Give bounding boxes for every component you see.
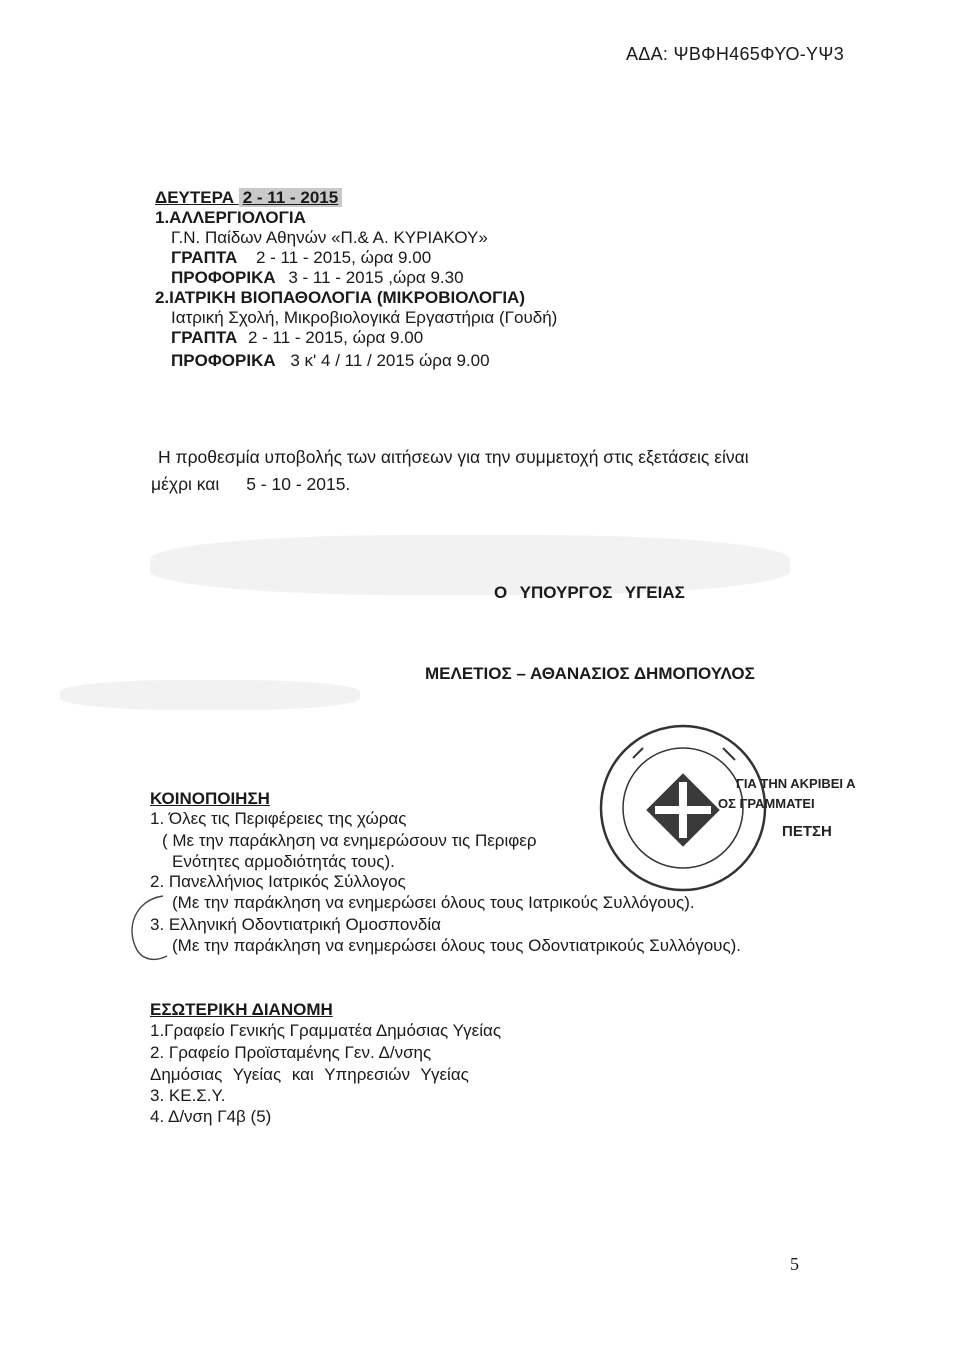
internal-item2-line2: Δημόσιας Υγείας και Υπηρεσιών Υγείας bbox=[150, 1065, 469, 1084]
item2-place: Ιατρική Σχολή, Μικροβιολογικά Εργαστήρια (Γουδή) bbox=[171, 308, 558, 327]
date-heading-date: 2 - 11 - 2015 bbox=[239, 188, 342, 207]
distribution-heading: ΚΟΙΝΟΠΟΙΗΣΗ bbox=[150, 789, 270, 808]
item2-written-value: 2 - 11 - 2015, ώρα 9.00 bbox=[247, 328, 424, 347]
internal-item1: 1.Γραφείο Γενικής Γραμματέα Δημόσιας Υγείας bbox=[150, 1021, 502, 1040]
stamp-text-line1: ΓΙΑ ΤΗΝ ΑΚΡΙΒΕΙ Α bbox=[736, 776, 856, 791]
stamp-text-line3: ΠΕΤΣΗ bbox=[782, 823, 832, 840]
internal-item2-line1: 2. Γραφείο Προϊσταμένης Γεν. Δ/νσης bbox=[150, 1043, 432, 1062]
internal-item3: 3. ΚΕ.Σ.Υ. bbox=[150, 1086, 226, 1105]
internal-heading: ΕΣΩΤΕΡΙΚΗ ΔΙΑΝΟΜΗ bbox=[150, 1000, 333, 1019]
item1-written-value: 2 - 11 - 2015, ώρα 9.00 bbox=[255, 248, 432, 267]
distribution-item2-note: (Με την παράκληση να ενημερώσει όλους τους Ιατρικούς Συλλόγους). bbox=[172, 893, 695, 912]
distribution-item1: 1. Όλες τις Περιφέρειες της χώρας bbox=[150, 809, 407, 828]
scan-shadow bbox=[150, 535, 790, 595]
item2-written-label: ΓΡΑΠΤΑ bbox=[171, 328, 238, 347]
distribution-item3-note: (Με την παράκληση να ενημερώσει όλους τους Οδοντιατρικούς Συλλόγους). bbox=[172, 936, 742, 955]
deadline-prefix: μέχρι και bbox=[151, 474, 220, 494]
date-heading-day: ΔΕΥΤΕΡΑ bbox=[155, 188, 234, 207]
handwritten-bracket-mark bbox=[115, 888, 175, 968]
scan-shadow bbox=[60, 680, 360, 710]
stamp-text-line2: ΟΣ ΓΡΑΜΜΑΤΕΙ bbox=[718, 796, 815, 811]
distribution-item1-note-line1: ( Με την παράκληση να ενημερώσουν τις Περιφερ bbox=[162, 831, 537, 850]
item1-oral bbox=[171, 268, 464, 288]
minister-title: Ο ΥΠΟΥΡΓΟΣ ΥΓΕΙΑΣ bbox=[494, 583, 685, 602]
minister-name: ΜΕΛΕΤΙΟΣ – ΑΘΑΝΑΣΙΟΣ ΔΗΜΟΠΟΥΛΟΣ bbox=[425, 664, 755, 683]
item2-written bbox=[171, 328, 423, 348]
item2-oral-label: ΠΡΟΦΟΡΙΚΑ bbox=[171, 351, 276, 370]
distribution-item1-note-line2: Ενότητες αρμοδιότητάς τους). bbox=[172, 852, 395, 871]
item1-place: Γ.Ν. Παίδων Αθηνών «Π.& Α. ΚΥΡΙΑΚΟΥ» bbox=[171, 228, 488, 247]
internal-item4: 4. Δ/νση Γ4β (5) bbox=[150, 1107, 272, 1126]
page-number: 5 bbox=[790, 1254, 799, 1274]
deadline-date: 5 - 10 - 2015. bbox=[246, 474, 351, 494]
item1-title: 1.ΑΛΛΕΡΓΙΟΛΟΓΙΑ bbox=[155, 208, 306, 227]
item2-title: 2.ΙΑΤΡΙΚΗ ΒΙΟΠΑΘΟΛΟΓΙΑ (ΜΙΚΡΟΒΙΟΛΟΓΙΑ) bbox=[155, 288, 525, 307]
ada-code: ΑΔΑ: ΨΒΦΗ465ΦΥΟ-ΥΨ3 bbox=[626, 44, 844, 64]
deadline-line2 bbox=[151, 474, 350, 494]
item1-written bbox=[171, 248, 431, 268]
item2-oral bbox=[171, 351, 490, 371]
item2-oral-value: 3 κ' 4 / 11 / 2015 ώρα 9.00 bbox=[290, 351, 490, 370]
distribution-item2: 2. Πανελλήνιος Ιατρικός Σύλλογος bbox=[150, 872, 406, 891]
item1-oral-label: ΠΡΟΦΟΡΙΚΑ bbox=[171, 268, 276, 287]
item1-written-label: ΓΡΑΠΤΑ bbox=[171, 248, 238, 267]
date-heading bbox=[155, 188, 342, 208]
deadline-line1: Η προθεσμία υποβολής των αιτήσεων για την συμμετοχή στις εξετάσεις είναι bbox=[158, 447, 749, 467]
distribution-item3: 3. Ελληνική Οδοντιατρική Ομοσπονδία bbox=[150, 915, 441, 934]
item1-oral-value: 3 - 11 - 2015 ,ώρα 9.30 bbox=[288, 268, 464, 287]
